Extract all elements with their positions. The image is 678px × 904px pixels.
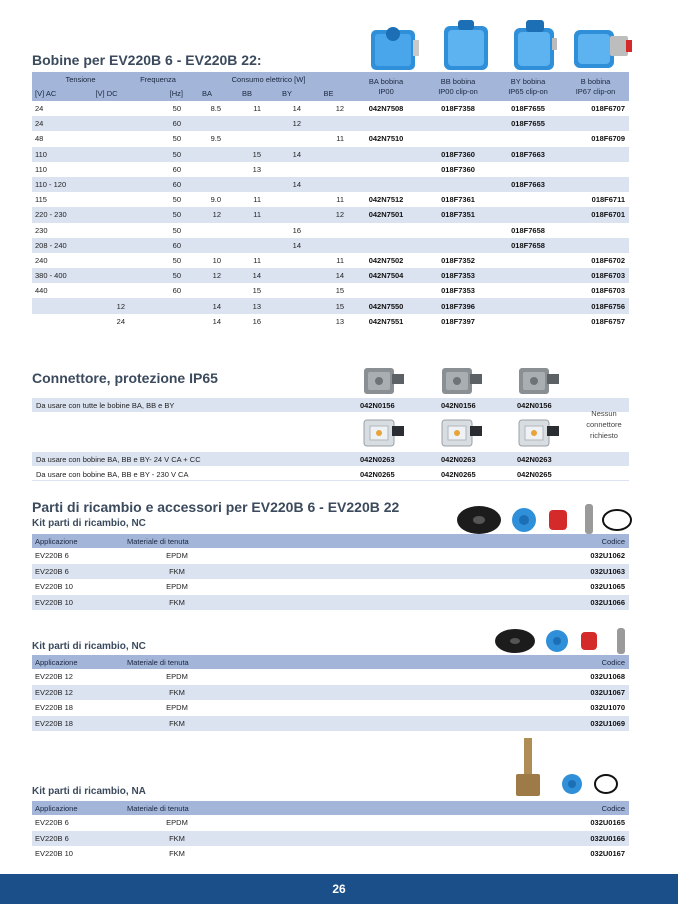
cell-code: 032U1070 [590, 703, 625, 713]
coil-row [32, 268, 629, 283]
cell-code: 018F7358 [441, 104, 475, 114]
cell-consumption [227, 223, 267, 238]
cell-code [350, 283, 422, 298]
cell-code: 042N7550 [368, 301, 404, 311]
header-hz: [Hz] [129, 86, 187, 101]
cell-consumption: 12 [335, 104, 345, 114]
cell-code: 042N7551 [368, 316, 404, 326]
cell-consumption: 12 [292, 119, 301, 129]
cell-consumption [187, 147, 227, 162]
coil-row [32, 253, 629, 268]
cell-app: EV220B 6 [35, 551, 69, 561]
cell-code: 032U1065 [590, 582, 625, 592]
cell-consumption [187, 116, 227, 131]
cell-code: 018F6702 [591, 255, 626, 265]
cell-ac: 110 - 120 [35, 180, 67, 190]
connectors-title: Connettore, protezione IP65 [32, 370, 218, 386]
cell-code: 018F6703 [591, 286, 626, 296]
header-code-bb: BB bobina IP00 clip-on [422, 72, 494, 101]
cell-consumption: 8.5 [210, 104, 221, 114]
connector-code: 042N0263 [441, 455, 476, 464]
kit-header-mat: Materiale di tenuta [127, 534, 227, 548]
cell-consumption: 10 [212, 255, 221, 265]
cell-material: FKM [169, 566, 185, 576]
cell-material: EPDM [166, 672, 188, 682]
connector-led-image [360, 414, 406, 450]
coil-row [32, 131, 629, 146]
cell-consumption [187, 238, 227, 253]
cell-ac [32, 298, 84, 313]
kit-table [32, 655, 629, 731]
kit-row [32, 548, 629, 564]
cell-ac: 48 [35, 134, 44, 144]
cell-consumption: 14 [212, 316, 221, 326]
cell-ac: 110 [35, 149, 47, 159]
cell-dc [84, 162, 129, 177]
connector-label: Da usare con bobine BA, BB e BY - 230 V CA [36, 470, 189, 479]
cell-code [350, 177, 422, 192]
cell-dc: 12 [116, 301, 125, 311]
cell-code [422, 223, 494, 238]
cell-app: EV220B 6 [35, 566, 69, 576]
cell-code: 042N7510 [368, 134, 404, 144]
cell-material: FKM [169, 833, 185, 843]
cell-code: 018F7361 [441, 195, 475, 205]
cell-code: 032U0165 [590, 818, 625, 828]
header-consumption: Consumo elettrico [W] [187, 72, 350, 86]
header-bb: BB [227, 86, 267, 101]
cell-material: EPDM [166, 818, 188, 828]
coil-row [32, 283, 629, 298]
cell-code [562, 238, 629, 253]
kit-header-code: Codice [227, 655, 629, 669]
cell-material: FKM [169, 718, 185, 728]
cell-code: 018F7658 [511, 225, 545, 235]
cell-consumption: 15 [252, 149, 261, 159]
cell-code: 018F7663 [511, 149, 545, 159]
cell-code [350, 223, 422, 238]
cell-consumption: 11 [336, 255, 345, 265]
connector-label: Da usare con tutte le bobine BA, BB e BY [36, 401, 175, 410]
cell-ac: 440 [35, 286, 48, 296]
cell-code [562, 162, 629, 177]
spare-parts-image [493, 626, 633, 656]
cell-code: 018F7655 [511, 119, 545, 129]
cell-code [494, 298, 562, 313]
cell-code [494, 314, 562, 329]
cell-consumption: 13 [335, 316, 345, 326]
cell-code: 018F7360 [441, 149, 475, 159]
cell-app: EV220B 10 [35, 597, 73, 607]
cell-consumption [267, 298, 307, 313]
cell-code [350, 162, 422, 177]
cell-ac: 380 - 400 [35, 271, 67, 281]
kit-row [32, 685, 629, 701]
cell-dc [84, 207, 129, 222]
header-code-by: BY bobina IP65 clip-on [494, 72, 562, 101]
cell-consumption [267, 162, 307, 177]
cell-hz [129, 298, 187, 313]
cell-consumption: 9.5 [210, 134, 221, 144]
kit-row [32, 846, 629, 862]
coil-by-image [510, 18, 560, 74]
cell-hz: 50 [172, 255, 181, 265]
kit-table [32, 801, 629, 862]
cell-code [562, 177, 629, 192]
cell-ac: 24 [35, 104, 44, 114]
cell-code: 032U0167 [590, 849, 625, 859]
spares-title: Parti di ricambio e accessori per EV220B 6 - EV220B 22 [32, 499, 400, 515]
cell-dc [84, 116, 129, 131]
cell-code: 018F7663 [511, 180, 545, 190]
connector-image [515, 362, 561, 398]
cell-app: EV220B 6 [35, 818, 69, 828]
kit-row [32, 595, 629, 611]
cell-ac: 115 [35, 195, 47, 205]
cell-code [494, 162, 562, 177]
coil-row [32, 238, 629, 253]
cell-material: EPDM [166, 551, 188, 561]
cell-dc [84, 131, 129, 146]
cell-consumption: 11 [336, 134, 345, 144]
cell-code: 018F7397 [441, 316, 475, 326]
cell-code: 018F6701 [591, 210, 626, 220]
cell-code: 018F7658 [511, 240, 545, 250]
coils-title: Bobine per EV220B 6 - EV220B 22: [32, 52, 262, 68]
header-dc: [V] DC [84, 86, 129, 101]
cell-app: EV220B 12 [35, 672, 73, 682]
cell-code: 018F6707 [591, 104, 626, 114]
coil-row [32, 147, 629, 162]
cell-consumption: 15 [335, 286, 345, 296]
cell-code: 018F6709 [591, 134, 626, 144]
coil-row [32, 177, 629, 192]
cell-consumption: 14 [292, 240, 301, 250]
cell-ac: 110 [35, 164, 47, 174]
cell-code: 032U1063 [590, 566, 625, 576]
cell-consumption [227, 238, 267, 253]
cell-code [562, 223, 629, 238]
cell-code: 032U0166 [590, 833, 625, 843]
cell-consumption [267, 207, 307, 222]
header-ba: BA [187, 86, 227, 101]
cell-dc [84, 223, 129, 238]
header-code-b: B bobina IP67 clip-on [562, 72, 629, 101]
cell-code [350, 238, 422, 253]
connector-code: 042N0263 [517, 455, 552, 464]
coil-row [32, 192, 629, 207]
kit-row [32, 831, 629, 847]
cell-code: 018F6757 [591, 316, 626, 326]
cell-consumption: 11 [253, 195, 261, 205]
cell-code: 042N7512 [368, 195, 404, 205]
cell-dc [84, 147, 129, 162]
cell-code [422, 116, 494, 131]
kit-header-app: Applicazione [32, 801, 127, 815]
connector-code: 042N0263 [360, 455, 395, 464]
cell-app: EV220B 6 [35, 833, 69, 843]
cell-code: 042N7504 [368, 271, 404, 281]
cell-code: 042N7508 [368, 104, 404, 114]
kit-row [32, 700, 629, 716]
cell-code [350, 147, 422, 162]
connector-image [360, 362, 406, 398]
cell-dc [84, 192, 129, 207]
cell-dc [84, 101, 129, 116]
cell-consumption: 12 [212, 271, 221, 281]
cell-code: 018F6703 [591, 271, 626, 281]
kit-row [32, 579, 629, 595]
cell-code [494, 253, 562, 268]
cell-app: EV220B 18 [35, 703, 73, 713]
cell-consumption: 13 [252, 164, 261, 174]
cell-app: EV220B 10 [35, 849, 73, 859]
cell-hz: 60 [172, 119, 181, 129]
cell-consumption [267, 314, 307, 329]
cell-consumption [187, 177, 227, 192]
cell-consumption: 11 [336, 195, 345, 205]
kit-header-app: Applicazione [32, 655, 127, 669]
coil-row [32, 314, 629, 329]
cell-app: EV220B 12 [35, 687, 73, 697]
cell-consumption: 14 [292, 149, 301, 159]
cell-code [494, 207, 562, 222]
kit-header-mat: Materiale di tenuta [127, 655, 227, 669]
cell-consumption [267, 253, 307, 268]
no-connector-note: Nessun connettore richiesto [586, 409, 622, 440]
cell-material: FKM [169, 849, 185, 859]
cell-consumption [267, 268, 307, 283]
cell-consumption: 11 [253, 255, 261, 265]
header-ac: [V] AC [32, 86, 84, 101]
page-number: 26 [332, 882, 346, 896]
cell-consumption [187, 283, 227, 298]
cell-hz: 50 [172, 225, 181, 235]
coil-row [32, 223, 629, 238]
page-footer [0, 874, 678, 904]
coils-table [32, 72, 629, 329]
coil-row [32, 101, 629, 116]
cell-hz: 50 [172, 134, 181, 144]
kit-row [32, 716, 629, 732]
connector-code: 042N0156 [360, 401, 395, 410]
cell-code: 032U1068 [590, 672, 625, 682]
cell-consumption: 15 [335, 301, 345, 311]
cell-code [422, 177, 494, 192]
cell-hz: 50 [172, 210, 181, 220]
header-voltage: Tensione [32, 72, 129, 86]
cell-code [562, 147, 629, 162]
cell-code: 018F7655 [511, 104, 545, 114]
kit-title: Kit parti di ricambio, NA [32, 786, 146, 797]
cell-consumption [307, 177, 350, 192]
connector-image [438, 362, 484, 398]
coil-row [32, 298, 629, 313]
cell-ac: 230 [35, 225, 48, 235]
kit-table [32, 534, 629, 610]
coil-row [32, 162, 629, 177]
cell-ac: 220 - 230 [35, 210, 67, 220]
cell-consumption [307, 223, 350, 238]
cell-consumption [227, 177, 267, 192]
connector-code: 042N0265 [517, 470, 552, 479]
cell-code: 018F7351 [441, 210, 475, 220]
cell-hz: 50 [172, 149, 181, 159]
cell-hz: 60 [172, 180, 181, 190]
cell-hz: 60 [172, 286, 181, 296]
cell-code: 018F7353 [441, 271, 475, 281]
kit-title: Kit parti di ricambio, NC [32, 518, 146, 529]
cell-dc [84, 283, 129, 298]
cell-consumption [187, 162, 227, 177]
connector-code: 042N0156 [441, 401, 476, 410]
connector-code: 042N0156 [517, 401, 552, 410]
connector-code: 042N0265 [360, 470, 395, 479]
cell-code: 018F6711 [591, 195, 626, 205]
cell-consumption: 9.0 [210, 195, 221, 205]
coil-row [32, 207, 629, 222]
cell-code [494, 283, 562, 298]
cell-code: 032U1062 [590, 551, 625, 561]
cell-code: 018F7360 [441, 164, 475, 174]
cell-consumption [307, 162, 350, 177]
cell-hz: 50 [172, 271, 181, 281]
cell-code: 018F7396 [441, 301, 475, 311]
cell-code [422, 238, 494, 253]
cell-consumption: 12 [212, 210, 221, 220]
cell-hz [129, 314, 187, 329]
cell-code [494, 268, 562, 283]
cell-code: 018F6756 [591, 301, 626, 311]
cell-consumption: 16 [252, 316, 261, 326]
cell-material: EPDM [166, 703, 188, 713]
connector-code: 042N0265 [441, 470, 476, 479]
cell-material: EPDM [166, 582, 188, 592]
cell-consumption [227, 116, 267, 131]
cell-code: 032U1066 [590, 597, 625, 607]
kit-row [32, 815, 629, 831]
cell-consumption [187, 223, 227, 238]
cell-code: 032U1069 [590, 718, 625, 728]
cell-dc: 24 [116, 316, 125, 326]
kit-row [32, 564, 629, 580]
cell-consumption [267, 131, 307, 146]
cell-dc [84, 253, 129, 268]
cell-consumption: 12 [335, 210, 345, 220]
cell-hz: 50 [172, 104, 181, 114]
cell-consumption: 16 [292, 225, 301, 235]
coil-ba-image [365, 26, 423, 74]
cell-app: EV220B 10 [35, 582, 73, 592]
cell-consumption [307, 116, 350, 131]
cell-code: 018F7353 [441, 286, 475, 296]
cell-ac: 208 - 240 [35, 240, 67, 250]
cell-consumption [227, 131, 267, 146]
cell-hz: 60 [172, 164, 181, 174]
cell-hz: 60 [172, 240, 181, 250]
cell-material: FKM [169, 687, 185, 697]
cell-consumption: 14 [292, 104, 301, 114]
cell-dc [84, 238, 129, 253]
cell-material: FKM [169, 597, 185, 607]
cell-consumption [267, 192, 307, 207]
cell-code [562, 116, 629, 131]
cell-hz: 50 [172, 195, 181, 205]
coil-row [32, 116, 629, 131]
kit-header-app: Applicazione [32, 534, 127, 548]
cell-code [422, 131, 494, 146]
spare-parts-image [455, 502, 635, 538]
cell-consumption: 14 [335, 271, 345, 281]
cell-code [494, 131, 562, 146]
kit-header-code: Codice [227, 534, 629, 548]
cell-app: EV220B 18 [35, 718, 73, 728]
cell-consumption: 14 [252, 271, 261, 281]
header-by: BY [267, 86, 307, 101]
header-frequency: Frequenza [129, 72, 187, 86]
cell-code [494, 192, 562, 207]
header-code-ba: BA bobina IP00 [350, 72, 422, 101]
cell-consumption: 15 [252, 286, 261, 296]
cell-consumption [267, 283, 307, 298]
cell-code: 042N7502 [368, 255, 404, 265]
cell-code: 042N7501 [368, 210, 404, 220]
kit-row [32, 669, 629, 685]
kit-header-code: Codice [227, 801, 629, 815]
cell-code [350, 116, 422, 131]
coil-bb-image [438, 18, 496, 74]
cell-consumption [307, 147, 350, 162]
cell-code: 032U1067 [590, 687, 625, 697]
connector-led-image [515, 414, 561, 450]
cell-dc [84, 177, 129, 192]
cell-consumption: 13 [252, 301, 261, 311]
cell-ac: 24 [35, 119, 44, 129]
connector-label: Da usare con bobine BA, BB e BY- 24 V CA + CC [36, 455, 201, 464]
cell-consumption [307, 238, 350, 253]
cell-consumption: 14 [212, 301, 221, 311]
cell-consumption: 14 [292, 180, 301, 190]
cell-code: 018F7352 [441, 255, 475, 265]
coil-b-image [570, 20, 634, 72]
cell-consumption: 11 [253, 210, 261, 220]
kit-header-mat: Materiale di tenuta [127, 801, 227, 815]
cell-dc [84, 268, 129, 283]
cell-ac: 240 [35, 255, 48, 265]
connector-led-image [438, 414, 484, 450]
cell-consumption: 11 [253, 104, 261, 114]
kit-title: Kit parti di ricambio, NC [32, 641, 146, 652]
header-be: BE [307, 86, 350, 101]
spare-parts-image [510, 738, 620, 800]
cell-ac [32, 314, 84, 329]
